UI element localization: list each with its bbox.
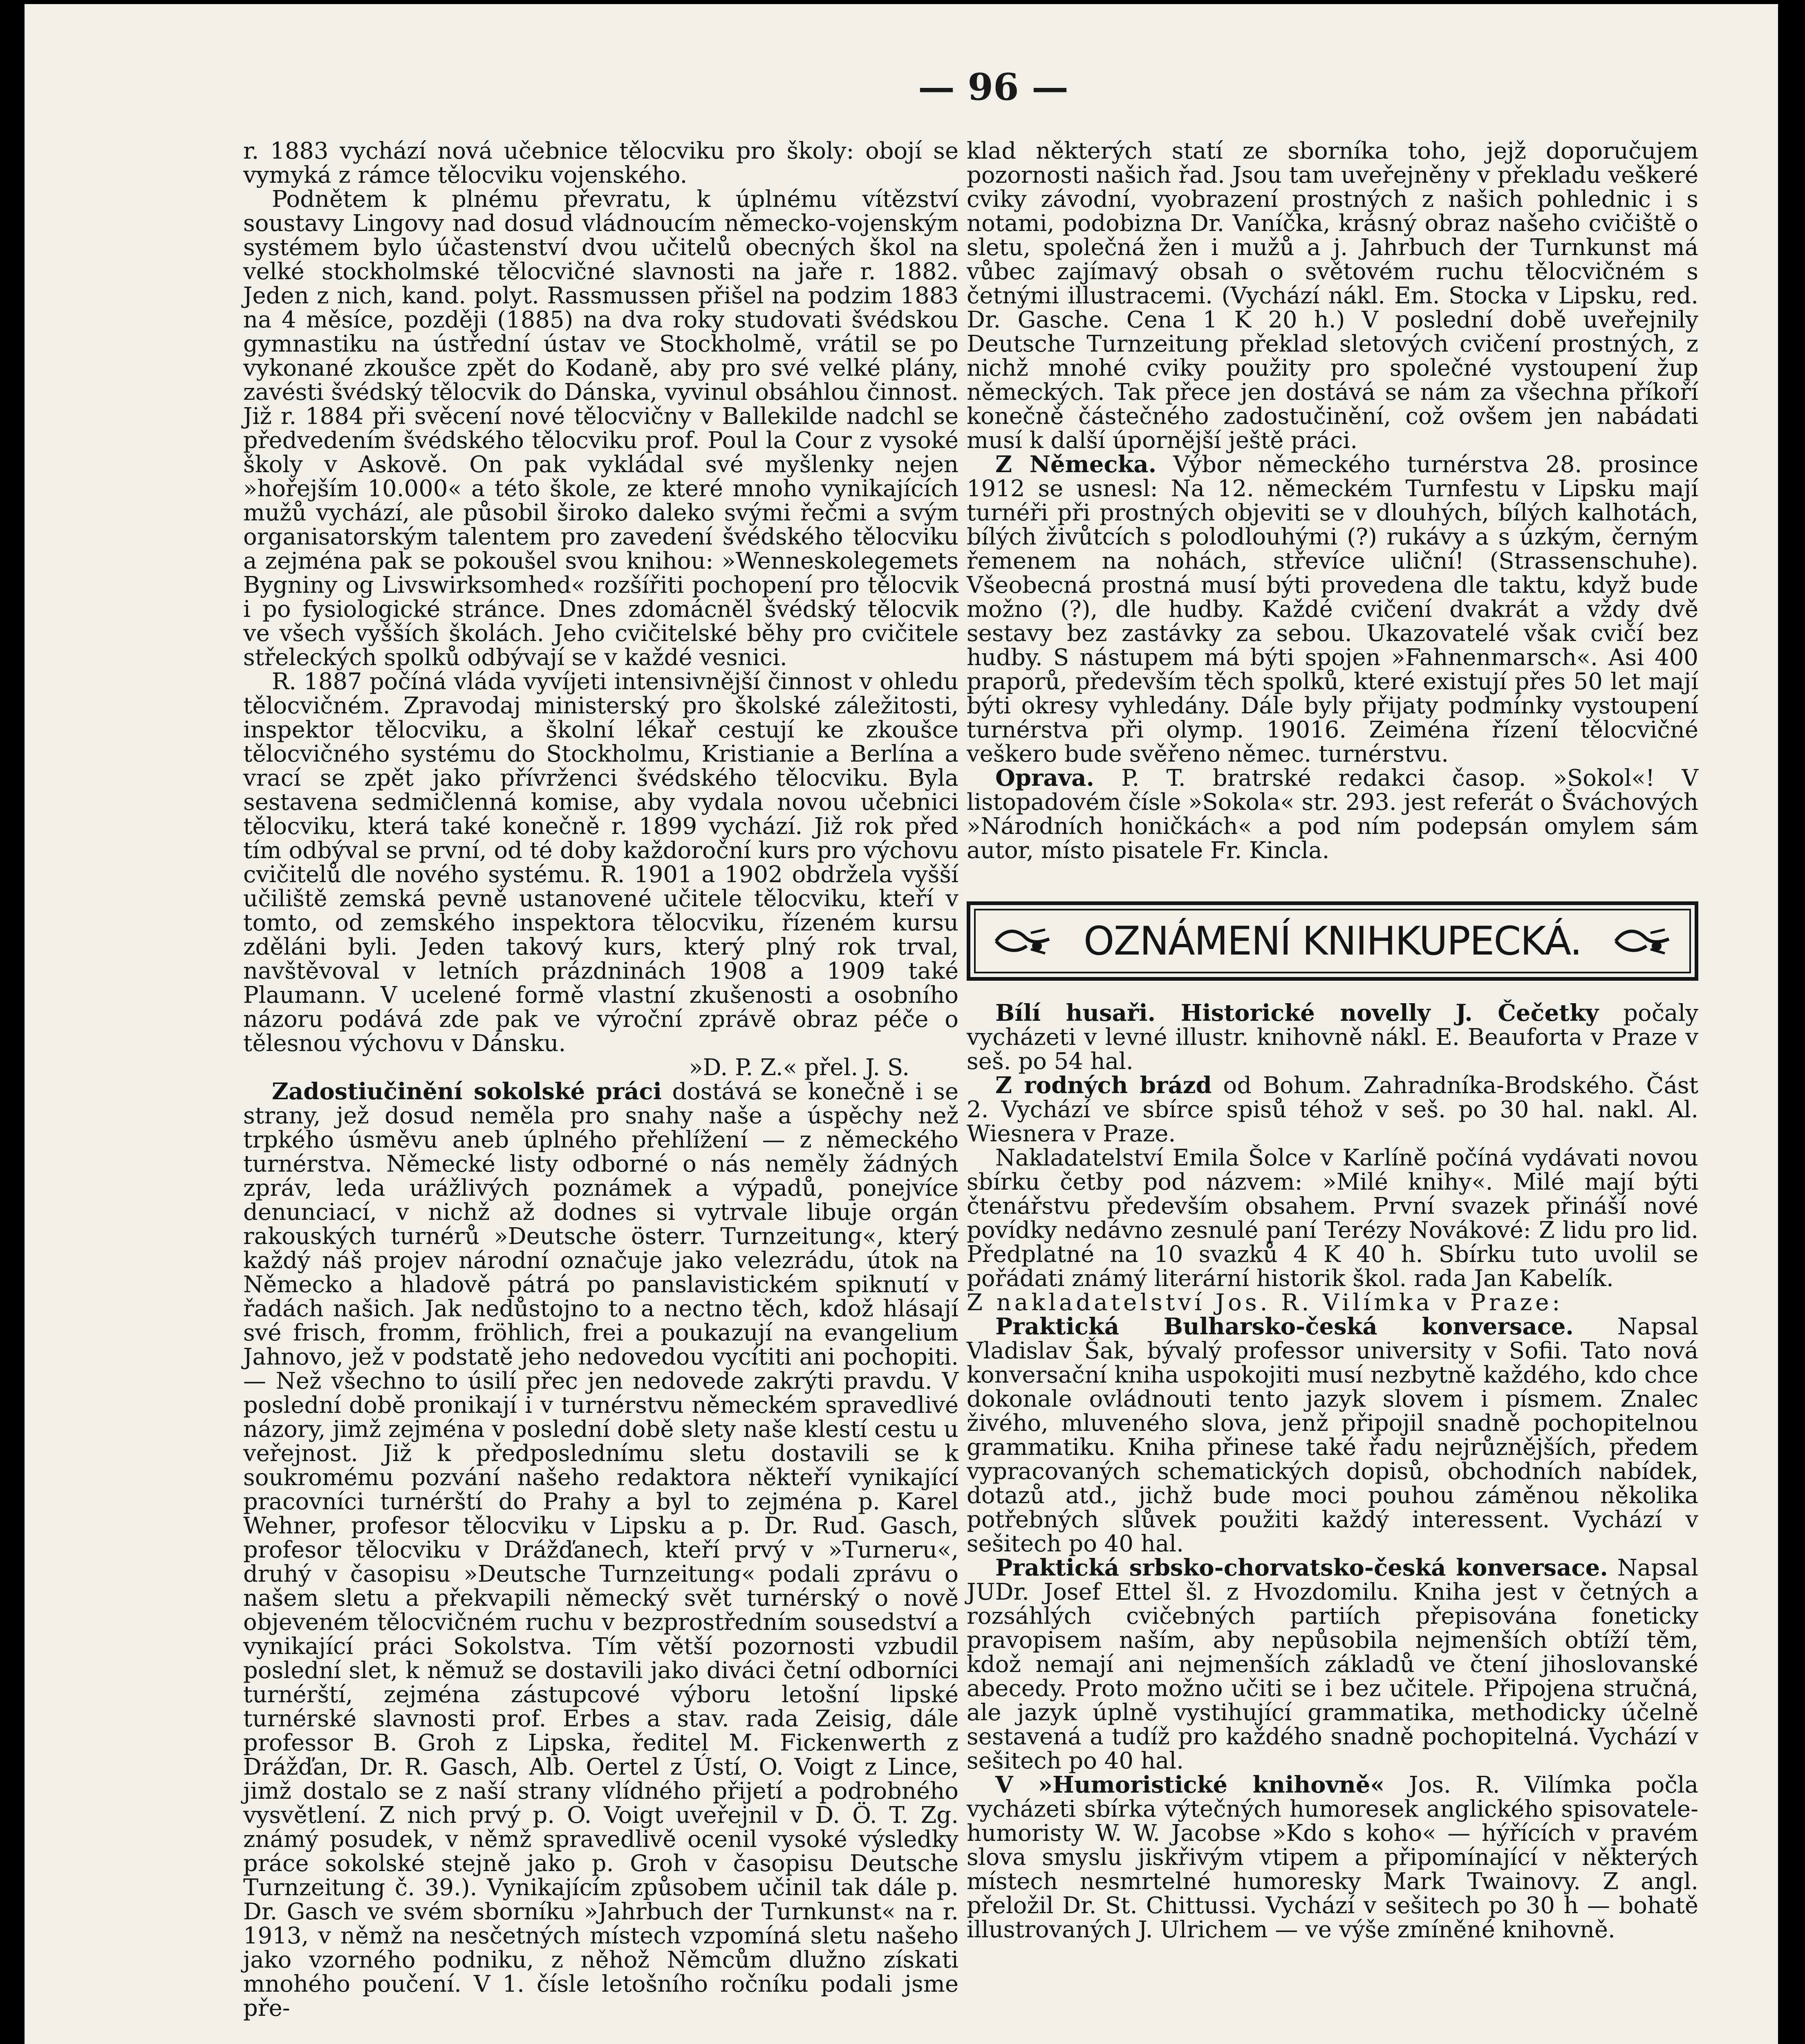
article-body: Výbor německého turnérstva 28. prosince 1912 se usnesl: Na 12. německém Turnfestu v Lipsku mají turnéři při prostných objeviti se v dlouhých, bílých kalhotách, bílých živůtcích s polodlouhými (?) rukávy a s úzkým, černým řemenem na nohách, střevíce uliční! (Strassenschuhe). Všeobecná prostná musí býti provedena dle taktu, když bude možno (?), dle hudby. Každé cvičení dvakrát a vždy dvě sestavy bez zastávky za sebou. Ukazovatelé však cvičí bez hudby. S nástupem má býti spojen »Fahnenmarsch«. Asi 400 praporů, především těch spolků, které existují přes 50 let mají býti okresy vyhledány. Dále byly přijaty podmínky vystoupení turnérstva při olymp. 19016. Zeiména řízení tělocvičné veškero bude svěřeno němec. turnérstvu. [967,451,1698,767]
notice-mile-knihy: Nakladatelství Emila Šolce v Karlíně počíná vydávati novou sbírku četby pod názvem: »Milé knihy«. Milé mají býti čtenářstvu především obsahem. První svazek přináší nové povídky nedávno zesnulé paní Terézy Novákové: Z lidu pro lid. Předplatné na 10 svazků 4 K 40 h. Sbírku tuto uvolil se pořádati známý literární historik škol. rada Jan Kabelík. [967,1145,1698,1292]
notice-body: od Bohum. Zahradníka-Brodského. Část 2. Vychází ve sbírce spisů téhož v seš. po 30 hal. nakl. Al. Wiesnera v Praze. [967,1072,1699,1147]
notice-humoristicka-knihovna [967,1773,1698,1942]
article-heading: Zadostiučinění sokolské práci [272,1078,662,1105]
notice-bili-husari [967,1001,1698,1074]
hand-ornament-icon [992,925,1053,957]
notice-bulharsko-ceska [967,1315,1698,1556]
article-body: P. T. bratrské redakci časop. »Sokol«! V listopadovém čísle »Sokola« str. 293. jest referát o Šváchových »Národních honičkách« a pod ním podepsán omylem sám autor, místo pisatele Fr. Kincla. [967,765,1698,864]
article-z-nemecka [967,453,1698,766]
notice-srbsko-chorvatska [967,1556,1698,1773]
signature: »D. P. Z.« přel. J. S. [689,1054,909,1081]
article-heading: Oprava. [995,764,1095,791]
notice-z-rodnych-brazd [967,1074,1698,1146]
publisher-heading: Z nakladatelství Jos. R. Vilímka v Praze: [967,1289,1563,1316]
section-banner [967,901,1698,981]
paragraph: Podnětem k plnému převratu, k úplnému vítězství soustavy Lingovy nad dosud vládnoucím německo-vojenským systémem bylo účastenství dvou učitelů obecných škol na velké stockholmské tělocvičné slavnosti na jaře r. 1882. Jeden z nich, kand. polyt. Rassmussen přišel na podzim 1883 na 4 měsíce, později (1885) na dva roky studovati švédskou gymnastiku na ústřední ústav ve Stockholmě, vrátil se po vykonané zkoušce zpět do Kodaně, aby pro své velké plány, zavésti švédský tělocvik do Dánska, vyvinul obsáhlou činnost. Již r. 1884 při svěcení nové tělocvičny v Ballekilde nadchl se předvedením švédského tělocviku prof. Poul la Cour z vysoké školy v Askově. On pak vykládal své myšlenky nejen »hořejším 10.000« a této škole, ze které mnoho vynikajících mužů vychází, ale působil široko daleko svými řečmi a svým organisatorským talentem pro zavedení švédského tělocviku a zejména pak se pokoušel svou knihou: »Wenneskolegemets Bygniny og Livswirksomhed« rozšířiti pochopení pro tělocvik i po fysiologické stránce. Dnes zdomácněl švédský tělocvik ve všech vyšších školách. Jeho cvičitelské běhy pro cvičitele střeleckých spolků odbývají se v každé vesnici. [243,186,958,671]
paragraph: klad některých statí ze sborníka toho, jejž doporučujem pozornosti našich řad. Jsou tam uveřejněny v překladu veškeré cviky závodní, vyobrazení prostných z našich pohlednic i s notami, podobizna Dr. Vaníčka, krásný obraz našeho cvičiště o sletu, společná žen i mužů a j. Jahrbuch der Turnkunst má vůbec zajímavý obsah o světovém ruchu tělocvičném s četnými illustracemi. (Vychází nákl. Em. Stocka v Lipsku, red. Dr. Gasche. Cena 1 K 20 h.) V poslední době uveřejnily Deutsche Turnzeitung překlad sletových cvičení prostných, z nichž mnohé cviky použity pro společné vystoupení žup německých. Tak přece jen dostává se nám za všechna příkoří konečně částečného zadostučinění, což ovšem jen nabádati musí k další úpornější ještě práci. [967,138,1698,454]
notice-heading: V »Humoristické knihovně« [995,1771,1385,1798]
paragraph: R. 1887 počíná vláda vyvíjeti intensivnější činnost v ohledu tělocvičném. Zpravodaj ministerský pro školské záležitosti, inspektor tělocviku, a školní lékař cestují ke zkoušce tělocvičného systému do Stockholmu, Kristianie a Berlína a vrací se zpět jako přívrženci švédského tělocviku. Byla sestavena sedmičlenná komise, aby vydala novou učebnici tělocviku, která také konečně r. 1899 vychází. Již rok před tím odbýval se první, od té doby každoroční kurs pro výchovu cvičitelů dle nového systému. R. 1901 a 1902 obdržela vyšší učiliště zemská pevně ustanovené učitele tělocviku, kteří v tomto, od zemského inspektora tělocviku, řízeném kursu zděláni byli. Jeden takový kurs, který plný rok trval, navštěvoval v letních prázdninách 1908 a 1909 také Plaumann. V ucelené formě vlastní zkušenosti a osobního názoru podává zde pak ve výroční zprávě obraz péče o tělesnou výchovu v Dánsku. [243,668,958,1057]
article-zadostiucineni [243,1080,958,2020]
notice-body: Napsal JUDr. Josef Ettel šl. z Hvozdomilu. Kniha jest v četných a rozsáhlých cvičebných partiích přepisována foneticky pravopisem naším, aby nepůsobila nejmenších obtíží těm, kdož nemají ani nejmenších základů ve čtení jihoslovanské abecedy. Proto možno učiti se i bez učitele. Připojena stručná, ale jazyk úplně vystihující grammatika, methodicky účelně sestavená a tudíž pro každého snadně pochopitelná. Vychází v sešitech po 40 hal. [967,1555,1698,1774]
notice-body: Jos. R. Vilímka počla vycházeti sbírka výtečných humoresek anglického spisovatele-humoristy W. W. Jacobse »Kdo s koho« — hýřících v pravém slova smyslu jiskřivým vtipem a připomínající v některých místech nesmrtelné humoresky Mark Twainovy. Z angl. přeložil Dr. St. Chittussi. Vychází v sešitech po 30 h — bohatě illustrovaných J. Ulrichem — ve výše zmíněné knihovně. [967,1772,1698,1943]
page-number: — 96 — [918,65,1068,109]
newspaper-page [25,4,1778,2044]
notice-heading: Praktická Bulharsko-česká konversace. [995,1313,1574,1340]
right-column [967,139,1698,1942]
notice-heading: Z rodných brázd [995,1072,1212,1099]
notice-body: Napsal Vladislav Šak, bývalý professor university v Sofii. Tato nová konversační kniha uspokojiti musí nezbytně každého, kdo chce dokonale ovládnouti tento jazyk slovem i písmem. Znalec živého, mluveného slova, jenž připojil snadně pochopitelnou grammatiku. Kniha přinese také řadu nejrůznějších, předem vypracovaných schematických dopisů, obchodních nabídek, dotazů atd., jichž bude moci pouhou záměnou několika potřebných slůvek použiti každý interessent. Vychází v sešitech po 40 hal. [967,1313,1698,1557]
section-title: OZNÁMENÍ KNIHKUPECKÁ. [1083,918,1582,964]
article-heading: Z Německa. [995,451,1157,478]
article-body: dostává se konečně i se strany, jež dosud neměla pro snahy naše a úspěchy než trpkého úsměvu aneb úplného přehlížení — z německého turnérstva. Německé listy odborné o nás neměly žádných zpráv, leda urážlivých poznámek a výpadů, ponejvíce denunciací, v nichž až dodnes si vytrvale libuje orgán rakouských turnérů »Deutsche österr. Turnzeitung«, který každý náš projev národní označuje jako velezrádu, útok na Německo a hladově pátrá po panslavistickém spiknutí v řadách našich. Jak nedůstojno to a nectno těch, kdož hlásají své frisch, fromm, fröhlich, frei a poukazují na evangelium Jahnovo, jež v podstatě jeho nedovedou vycítiti ani pochopiti. — Než všechno to úsilí přec jen nedovede zakrýti pravdu. V poslední době pronikají i v turnérstvu německém spravedlivé názory, jimž zejména v poslední době slety naše klestí cestu u veřejnost. Již k předposlednímu sletu dostavili se k soukromému pozvání našeho redaktora někteří vynikající pracovníci turnérští do Prahy a byl to zejména p. Karel Wehner, profesor tělocviku v Lipsku a p. Dr. Rud. Gasch, profesor tělocviku v Drážďanech, kteří prvý v »Turneru«, druhý v časopisu »Deutsche Turnzeitung« podali zprávu o našem sletu a překvapili německý svět turnérský o nově objeveném tělocvičném ruchu v bezprostředním sousedství a vynikající práci Sokolstva. Tím větší pozornosti vzbudil poslední slet, k němuž se dostavili jako diváci četní odborníci turnérští, zejména zástupcové výboru letošní lipské turnérské slavnosti prof. Erbes a stav. rada Zeisig, dále professor B. Groh z Lipska, ředitel M. Fickenwerth z Drážďan, Dr. R. Gasch, Alb. Oertel z Ústí, O. Voigt z Lince, jimž dostalo se z naší strany vlídného přijetí a podrobného vysvětlení. Z nich prvý p. O. Voigt uveřejnil v D. Ö. T. Zg. známý posudek, v němž spravedlivě ocenil vysoké výsledky práce sokolské stejně jako p. Groh v časopisu Deutsche Turnzeitung č. 39.). Vynikajícím způsobem učinil tak dále p. Dr. Gasch ve svém sborníku »Jahrbuch der Turnkunst« na r. 1913, v němž na nesčetných místech vzpomíná sletu našeho jako vzorného podniku, z něhož Němcům dlužno získati mnohého poučení. V 1. čísle letošního ročníku podali jsme pře- [243,1078,958,2022]
hand-ornament-icon [1612,925,1673,957]
notice-heading: Bílí husaři. Historické novelly J. Čečetky [995,1000,1599,1026]
left-column [243,139,958,2020]
notice-heading: Praktická srbsko-chorvatsko-česká konversace. [995,1554,1608,1581]
article-oprava [967,766,1698,863]
paragraph: r. 1883 vychází nová učebnice tělocviku pro školy: obojí se vymyká z rámce tělocviku vojenského. [243,138,958,188]
notice-body: počaly vycházeti v levné illustr. knihovně nákl. E. Beauforta v Praze v seš. po 54 hal. [967,1000,1698,1075]
